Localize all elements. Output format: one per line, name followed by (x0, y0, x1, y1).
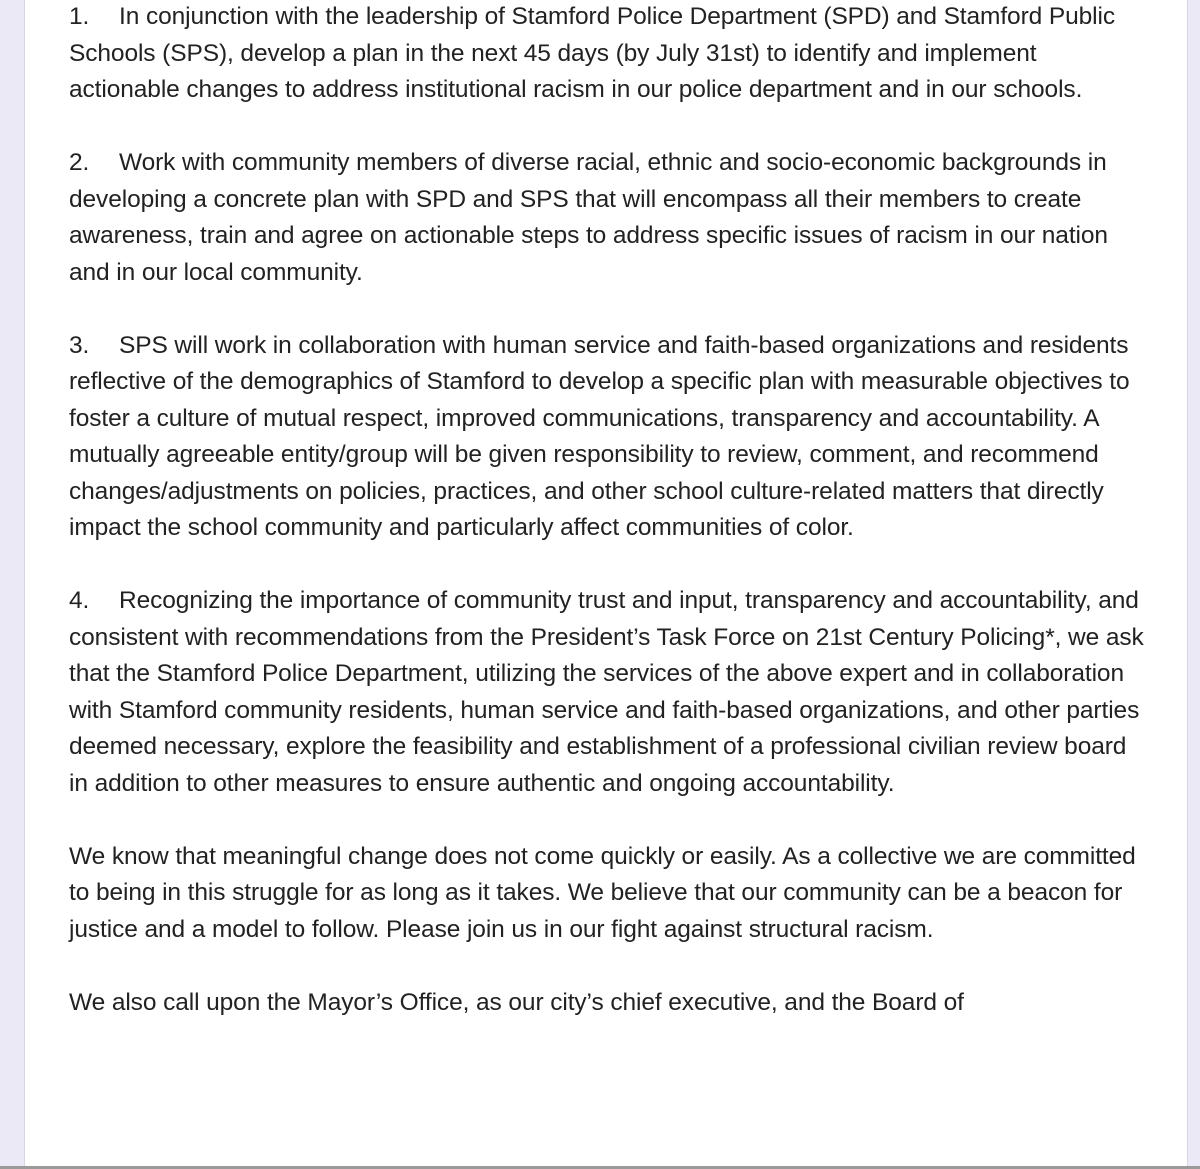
list-text: Recognizing the importance of community trust and input, transparency and accountability, and consistent with recommendations from the President’s Task Force on 21st Century Policing*, we ask that the Stamford Police Department, utilizing the services of the above expert and in collaboration with Stamford community residents, human service and faith-based organizations, and other parties deemed necessary, explore the feasibility and establishment of a professional civilian review board in addition to other measures to ensure authentic and ongoing accountability. (69, 587, 1144, 797)
list-number: 2. (69, 149, 90, 176)
list-item-2 (69, 145, 1149, 291)
final-paragraph: We also call upon the Mayor’s Office, as our city’s chief executive, and the Board of (69, 988, 964, 1016)
closing-paragraph: We know that meaningful change does not come quickly or easily. As a collective we are committed to being in this struggle for as long as it takes. We believe that our community can be a beacon for justice and a model to follow. Please join us in our fight against structural racism. (69, 842, 1136, 943)
list-text: In conjunction with the leadership of Stamford Police Department (SPD) and Stamford Public Schools (SPS), develop a plan in the next 45 days (by July 31st) to identify and implement actionable changes to address institutional racism in our police department and in our schools. (69, 3, 1116, 103)
list-item-3 (69, 328, 1149, 547)
list-number: 1. (69, 3, 90, 30)
list-text: SPS will work in collaboration with human service and faith-based organizations and residents reflective of the demographics of Stamford to develop a specific plan with measurable objectives to foster a culture of mutual respect, improved communications, transparency and accountability. A mutually agreeable entity/group will be given responsibility to review, comment, and recommend changes/adjustments on policies, practices, and other school culture-related matters that directly impact the school community and particularly affect communities of color. (69, 331, 1130, 541)
list-item-4 (69, 583, 1149, 802)
list-item-1 (69, 0, 1149, 109)
document-body (69, 0, 1149, 1058)
list-number: 4. (69, 587, 90, 614)
list-text: Work with community members of diverse racial, ethnic and socio-economic backgrounds in developing a concrete plan with SPD and SPS that will encompass all their members to create awareness, train and agree on actionable steps to address specific issues of racism in our nation and in our local community. (69, 149, 1108, 286)
document-page (24, 0, 1188, 1166)
list-number: 3. (69, 331, 90, 359)
